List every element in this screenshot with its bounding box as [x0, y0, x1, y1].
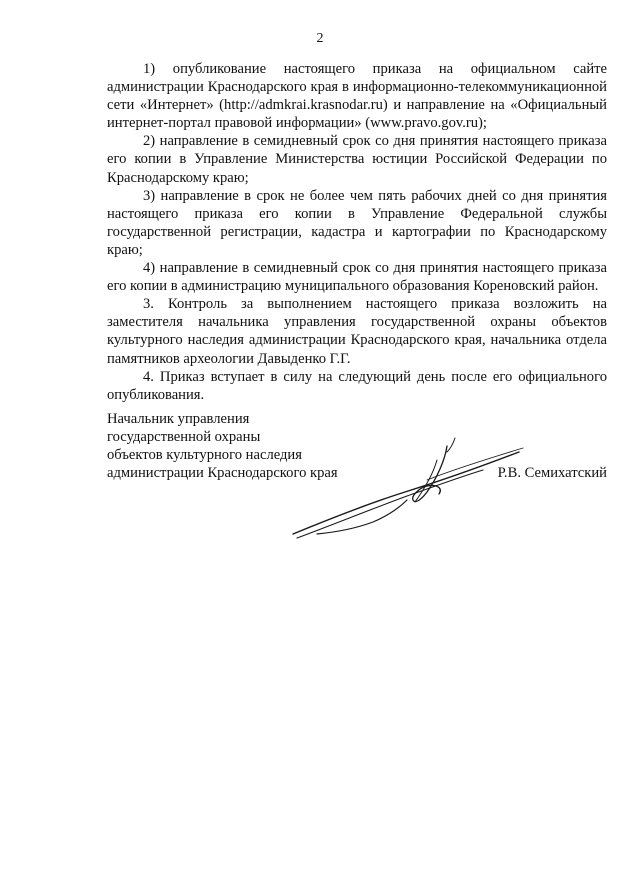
paragraph-item-4: 4) направление в семидневный срок со дня принятия настоящего приказа его копии в администрацию муниципального образования Кореновский район. — [107, 260, 607, 295]
signer-title-line: государственной охраны — [107, 429, 261, 446]
signature-icon — [287, 430, 527, 540]
paragraph-item-3: 3) направление в срок не более чем пять рабочих дней со дня принятия настоящего приказа его копии в Управление Федеральной службы государственной регистрации, кадастра и картографии по Краснодарскому краю; — [107, 187, 607, 258]
document-body — [107, 60, 607, 404]
signature-block — [107, 410, 607, 540]
paragraph-control: 3. Контроль за выполнением настоящего приказа возложить на заместителя начальника управления государственной охраны объектов культурного наследия администрации Краснодарского края, начальника отдела памятников археологии Давыденко Г.Г. — [107, 296, 607, 367]
paragraph-item-1: 1) опубликование настоящего приказа на официальном сайте администрации Краснодарского края в информационно-телекоммуникационной сети «Интернет» (http://admkrai.krasnodar.ru) и направление на «Официальный интернет-портал правовой информации» (www.pravo.gov.ru); — [107, 61, 607, 132]
page-number: 2 — [316, 31, 324, 46]
signer-name: Р.В. Семихатский — [497, 465, 607, 482]
paragraph-effective: 4. Приказ вступает в силу на следующий день после его официального опубликования. — [107, 368, 607, 403]
signer-title-line: Начальник управления — [107, 411, 250, 427]
signer-title-line: объектов культурного наследия — [107, 447, 302, 464]
paragraph-item-2: 2) направление в семидневный срок со дня принятия настоящего приказа его копии в Управление Министерства юстиции Российской Федерации по Краснодарскому краю; — [107, 133, 607, 186]
signer-title-line: администрации Краснодарского края — [107, 465, 338, 482]
